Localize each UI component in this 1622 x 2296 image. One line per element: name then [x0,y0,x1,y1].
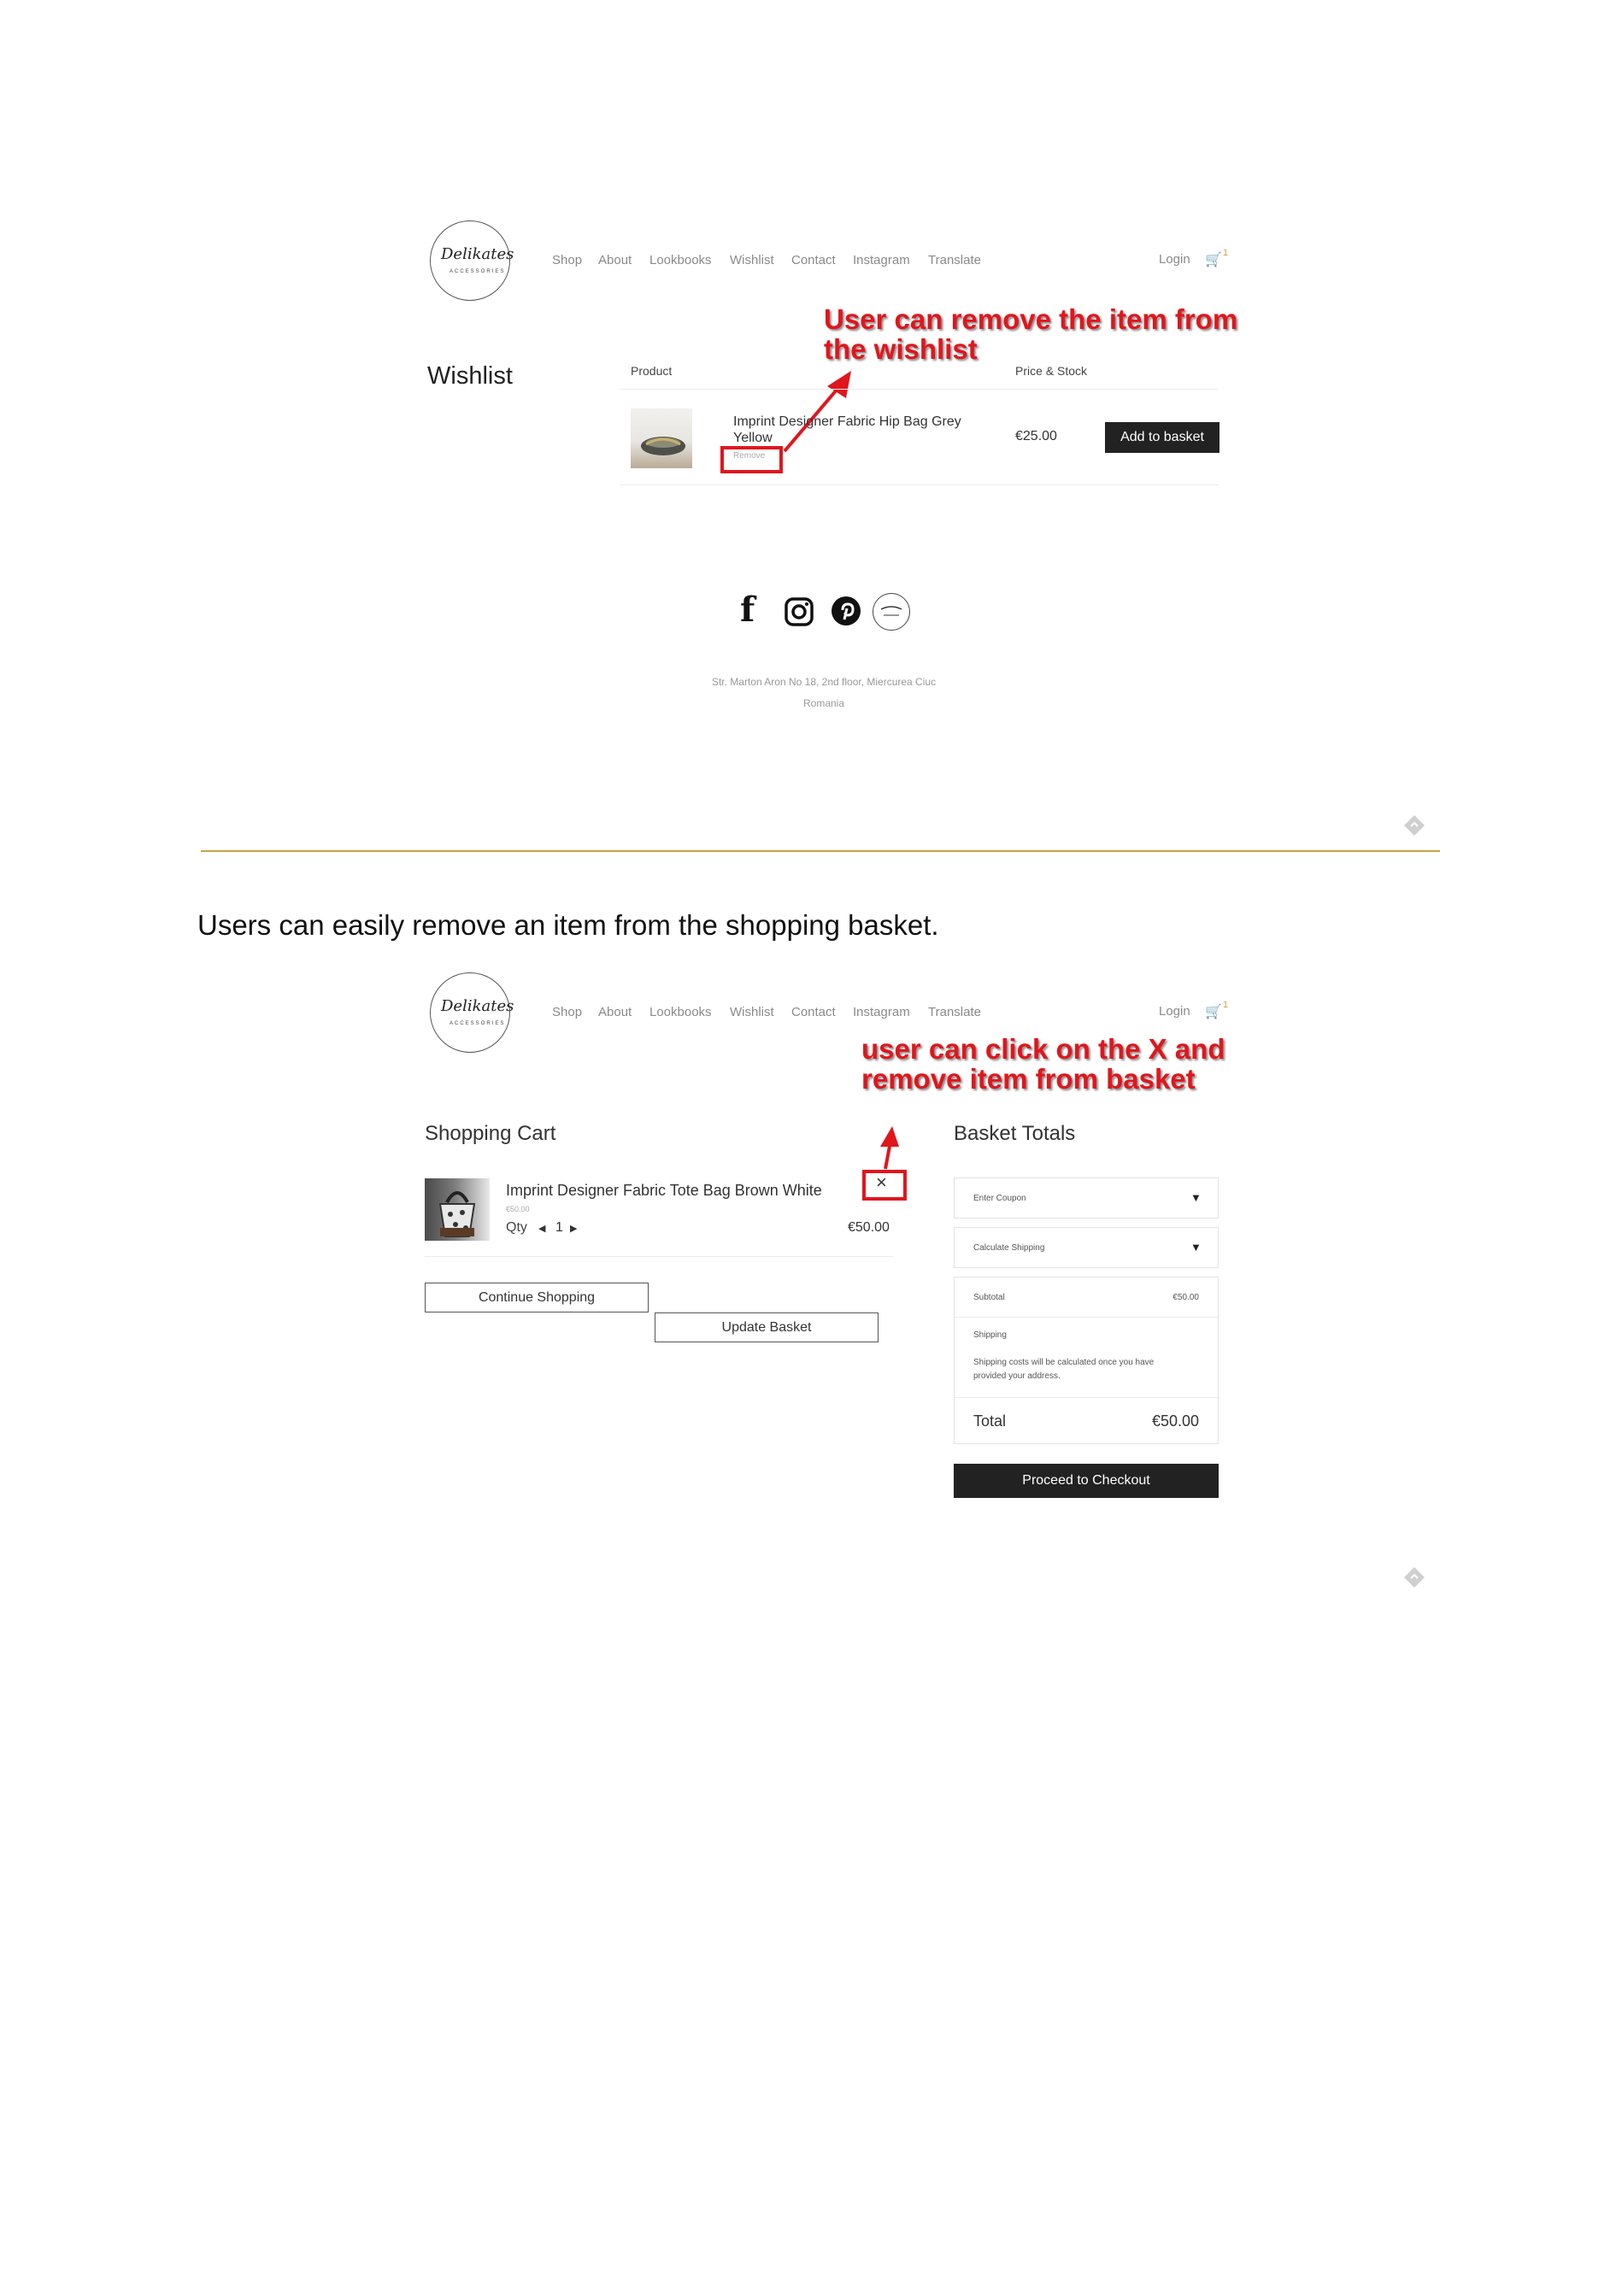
qty-value[interactable]: 1 [555,1220,563,1235]
cart-annotation-line2: remove item from basket [861,1063,1196,1095]
basket-totals-title: Basket Totals [954,1122,1076,1145]
totals-panel [954,1277,1219,1444]
wishlist-product-name[interactable]: Imprint Designer Fabric Hip Bag Grey Yellow [733,414,961,445]
subtotal-rule [955,1317,1218,1318]
add-to-basket-button[interactable]: Add to basket [1105,422,1219,453]
nav-instagram-2[interactable]: Instagram [853,1005,910,1019]
cart-annotation [861,1034,1225,1094]
cart-line-total: €50.00 [848,1220,890,1235]
logo-subtitle: ACCESSORIES [450,269,506,274]
cart-row-rule [425,1256,893,1257]
coupon-dropdown[interactable] [954,1177,1219,1218]
col-price-header: Price & Stock [1015,364,1088,378]
shipping-caret-icon: ▼ [1190,1241,1202,1254]
wishlist-price: €25.00 [1015,429,1057,443]
total-label: Total [973,1412,1007,1430]
cart-count-badge-2: 1 [1223,1000,1229,1010]
cart-icon[interactable]: 🛒 [1205,253,1222,267]
subtotal-value: €50.00 [1172,1293,1199,1302]
couture-logo-mark-icon [873,594,909,630]
wishlist-annotation [824,304,1237,364]
shipping-note-line1: Shipping costs will be calculated once you have [973,1358,1155,1367]
wishlist-remove-highlight [720,446,783,473]
site-logo[interactable] [430,220,514,301]
nav-contact-2[interactable]: Contact [791,1005,836,1019]
nav-contact[interactable]: Contact [791,253,836,267]
nav-wishlist[interactable]: Wishlist [730,253,774,267]
section-caption: Users can easily remove an item from the shopping basket. [197,909,939,941]
logo-script: Delikates [441,245,514,263]
cart-annotation-line1: user can click on the X and [861,1033,1225,1065]
facebook-icon[interactable]: f [740,590,755,630]
wishlist-product-thumbnail[interactable] [631,408,692,468]
coupon-label: Enter Coupon [973,1194,1026,1203]
cart-icon-2[interactable]: 🛒 [1205,1005,1222,1019]
pinterest-icon[interactable] [831,596,861,626]
nav-about[interactable]: About [598,253,632,267]
calculate-shipping-dropdown[interactable] [954,1227,1219,1268]
login-link[interactable]: Login [1159,252,1190,267]
coupon-caret-icon: ▼ [1190,1191,1202,1204]
section-divider [201,850,1440,852]
nav-lookbooks-2[interactable]: Lookbooks [649,1005,712,1019]
cart-unit-price: €50.00 [506,1205,530,1213]
nav-translate[interactable]: Translate [928,253,981,267]
nav-translate-2[interactable]: Translate [928,1005,981,1019]
instagram-icon[interactable] [784,596,814,627]
remove-item-icon[interactable]: × [876,1171,887,1193]
wishlist-annotation-line2: the wishlist [824,333,978,365]
cart-title: Shopping Cart [425,1122,556,1145]
total-value: €50.00 [1151,1412,1199,1430]
wishlist-header-rule [620,389,1219,390]
scroll-to-top-icon-2[interactable] [1403,1566,1425,1588]
subtotal-label: Subtotal [973,1293,1005,1302]
footer-address-line1: Str. Marton Aron No 18, 2nd floor, Miercurea Ciuc [711,676,937,688]
proceed-to-checkout-button[interactable]: Proceed to Checkout [954,1464,1219,1498]
tote-bag-image-icon [425,1178,490,1241]
update-basket-button[interactable]: Update Basket [655,1312,879,1342]
wishlist-annotation-line1: User can remove the item from [824,303,1238,335]
cart-product-thumbnail[interactable] [425,1178,490,1241]
hip-bag-image-icon [631,408,692,468]
couture-logo-icon[interactable] [873,593,910,631]
remove-item-highlight [862,1170,907,1201]
shipping-note-line2: provided your address. [973,1371,1061,1381]
nav-shop[interactable]: Shop [552,253,583,267]
nav-about-2[interactable]: About [598,1005,632,1019]
scroll-to-top-icon[interactable] [1403,814,1425,837]
nav-wishlist-2[interactable]: Wishlist [730,1005,774,1019]
wishlist-row-rule [620,484,1219,485]
cart-count-badge: 1 [1223,248,1229,258]
qty-decrement-icon[interactable]: ◀ [538,1224,546,1234]
shipping-rule [955,1397,1218,1398]
site-logo-2[interactable] [430,972,514,1053]
logo-script-2: Delikates [441,997,514,1015]
login-link-2[interactable]: Login [1159,1004,1190,1019]
cart-product-name[interactable]: Imprint Designer Fabric Tote Bag Brown White [506,1182,822,1199]
calculate-shipping-label: Calculate Shipping [973,1243,1045,1253]
logo-subtitle-2: ACCESSORIES [450,1021,506,1026]
nav-instagram[interactable]: Instagram [853,253,910,267]
nav-lookbooks[interactable]: Lookbooks [649,253,712,267]
shipping-label: Shipping [973,1330,1007,1340]
footer-address-line2: Romania [802,697,845,709]
wishlist-title: Wishlist [427,362,513,390]
qty-increment-icon[interactable]: ▶ [570,1224,578,1234]
continue-shopping-button[interactable]: Continue Shopping [425,1283,649,1312]
wishlist-remove-link[interactable]: Remove [733,451,766,461]
col-product-header: Product [631,364,673,378]
wishlist-annotation-arrow [769,359,863,461]
cart-annotation-arrow [870,1125,908,1171]
qty-label: Qty [506,1220,527,1235]
nav-shop-2[interactable]: Shop [552,1005,583,1019]
